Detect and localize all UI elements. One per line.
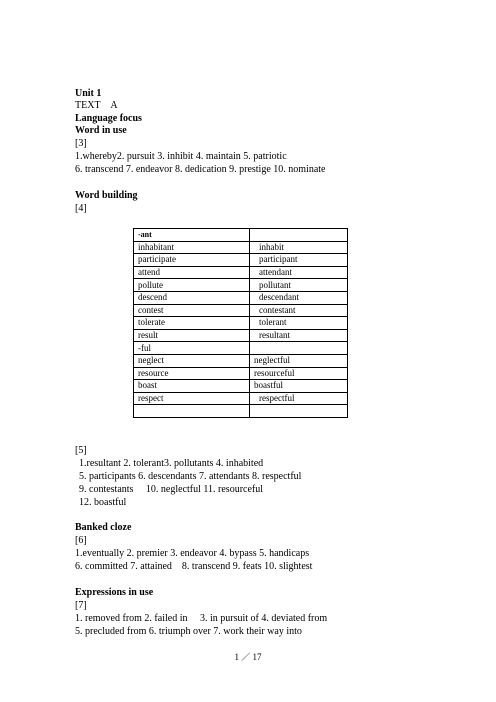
table-cell: result	[134, 329, 250, 342]
table-cell: neglectful	[250, 354, 348, 367]
exercise-7-number: [7]	[75, 600, 87, 611]
expressions-in-use-heading: Expressions in use	[75, 587, 154, 598]
table-cell: attend	[134, 266, 250, 279]
table-row	[134, 317, 348, 330]
exercise-5-line-3: 9. contestants 10. neglectful 11. resourceful	[79, 484, 264, 495]
word-in-use-heading: Word in use	[75, 125, 127, 136]
table-cell: tolerate	[134, 317, 250, 330]
table-cell: inhabitant	[134, 241, 250, 254]
table-row	[134, 367, 348, 380]
table-cell: tolerant	[250, 317, 348, 330]
table-cell: resource	[134, 367, 250, 380]
table-row	[134, 241, 348, 254]
exercise-5-line-1: 1.resultant 2. tolerant3. pollutants 4. inhabited	[79, 458, 264, 469]
table-cell: pollute	[134, 279, 250, 292]
exercise-6-number: [6]	[75, 535, 87, 546]
table-cell: inhabit	[250, 241, 348, 254]
language-focus-heading: Language focus	[75, 113, 142, 124]
table-cell: neglect	[134, 354, 250, 367]
table-row	[134, 304, 348, 317]
table-row	[134, 342, 348, 355]
table-cell	[250, 342, 348, 355]
word-building-table	[133, 228, 348, 418]
table-row	[134, 354, 348, 367]
table-row	[134, 229, 348, 242]
exercise-5-line-4: 12. boastful	[79, 497, 127, 508]
exercise-5-number: [5]	[75, 445, 87, 456]
exercise-3-line-2: 6. transcend 7. endeavor 8. dedication 9. prestige 10. nominate	[75, 164, 326, 175]
table-row	[134, 291, 348, 304]
table-header-ful: -ful	[134, 342, 250, 355]
table-cell: attendant	[250, 266, 348, 279]
text-label: TEXT A	[75, 100, 118, 111]
table-cell: descendant	[250, 291, 348, 304]
table-row	[134, 405, 348, 418]
exercise-6-line-1: 1.eventually 2. premier 3. endeavor 4. bypass 5. handicaps	[75, 548, 310, 559]
table-row	[134, 329, 348, 342]
exercise-3-line-1: 1.whereby2. pursuit 3. inhibit 4. maintain 5. patriotic	[75, 151, 287, 162]
table-row	[134, 380, 348, 393]
table-cell: resourceful	[250, 367, 348, 380]
table-cell: participate	[134, 254, 250, 267]
exercise-6-line-2: 6. committed 7. attained 8. transcend 9. feats 10. slightest	[75, 561, 313, 572]
table-cell: contest	[134, 304, 250, 317]
table-cell: respect	[134, 392, 250, 405]
table-row	[134, 392, 348, 405]
table-row	[134, 279, 348, 292]
table-cell: boastful	[250, 380, 348, 393]
table-cell	[250, 229, 348, 242]
table-cell	[250, 405, 348, 418]
table-cell: descend	[134, 291, 250, 304]
exercise-3-number: [3]	[75, 138, 87, 149]
word-building-heading: Word building	[75, 190, 138, 201]
unit-title: Unit 1	[75, 88, 102, 99]
table-header-ant: -ant	[134, 229, 250, 242]
table-cell: respectful	[250, 392, 348, 405]
exercise-7-line-1: 1. removed from 2. failed in 3. in pursuit of 4. deviated from	[75, 613, 328, 624]
table-cell: resultant	[250, 329, 348, 342]
page-number: 1 ／ 17	[234, 652, 262, 662]
table-cell: participant	[250, 254, 348, 267]
table-cell: contestant	[250, 304, 348, 317]
banked-cloze-heading: Banked cloze	[75, 522, 132, 533]
table-cell: boast	[134, 380, 250, 393]
exercise-7-line-2: 5. precluded from 6. triumph over 7. work their way into	[75, 626, 302, 637]
table-row	[134, 266, 348, 279]
exercise-5-line-2: 5. participants 6. descendants 7. attendants 8. respectful	[79, 471, 302, 482]
table-cell: pollutant	[250, 279, 348, 292]
table-row	[134, 254, 348, 267]
table-cell	[134, 405, 250, 418]
exercise-4-number: [4]	[75, 203, 87, 214]
